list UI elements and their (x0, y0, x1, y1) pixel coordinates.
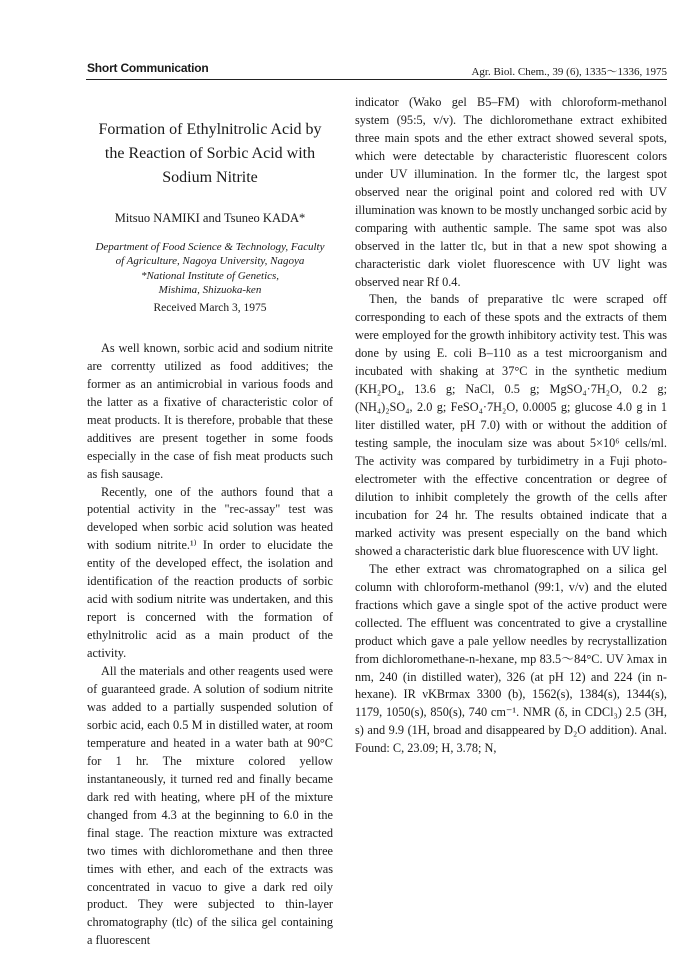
body-paragraph: indicator (Wako gel B5–FM) with chloroform-methanol system (95:5, v/v). The dichloromethane extract exhibited three main spots and the ether extract showed several spots, which were detectable by characteristic fluorescent colors under UV illumination. In the former tlc, the largest spot observed near the original point and colored red with UV illumination was known to be mostly unchanged sorbic acid by comparing with authentic sample. The same spot was also observed in the latter tlc, but in that a new spot showing a characteristic dark violet fluorescence with UV light was observed near Rf 0.4. (355, 95, 667, 289)
journal-citation: Agr. Biol. Chem., 39 (6), 1335～1336, 1975 (471, 66, 667, 78)
section-label: Short Communication (87, 61, 209, 75)
affiliation (87, 240, 333, 298)
article-title: Formation of Ethylnitrolic Acid by the Reaction of Sorbic Acid with Sodium Nitrite (98, 121, 322, 186)
affiliation-line: Mishima, Shizuoka-ken (158, 284, 262, 297)
affiliation-line: of Agriculture, Nagoya University, Nagoya (115, 255, 305, 268)
affiliation-line: *National Institute of Genetics, (140, 269, 280, 282)
affiliation-line: Department of Food Science & Technology, Faculty (95, 240, 325, 253)
left-column (87, 90, 333, 950)
body-paragraph: Recently, one of the authors found that a potential activity in the "rec-assay" test was developed when sorbic acid solution was heated with sodium nitrite.¹⁾ In order to elucidate the entity of the developed effect, the isolation and identification of the reaction products of sorbic acid with sodium nitrite was undertaken, and this report is concerned with the formation of ethylnitrolic acid as a main product of the activity. (87, 484, 333, 661)
header-rule (86, 79, 667, 80)
body-paragraph: All the materials and other reagents used were of guaranteed grade. A solution of sodium nitrite was added to a partially suspended solution of sorbic acid, each 0.5 M in distilled water, at room temperature and heated in a water bath at 90°C for 1 hr. The mixture colored yellow instantaneously, it turned red and finally became dark red with heating, where pH of the mixture changed from 4.3 at the beginning to 6.0 in the final stage. The reaction mixture was extracted two times with dichloromethane and then three times with ether, and each of the extracts was concentrated in vacuo to give a dark red oily product. They were subjected to thin-layer chromatography (tlc) of the silica gel containing a fluorescent (87, 664, 333, 948)
right-column (355, 94, 667, 758)
body-paragraph: As well known, sorbic acid and sodium nitrite are correntty utilized as food additives; the former as an antimicrobial in various foods and the latter as a fixative of characteristic color of meat products. It is therefore, probable that these additives are present together in some foods especially in the case of fish meat products such as fish sausage. (87, 340, 333, 481)
received-date: Received March 3, 1975 (153, 301, 267, 314)
body-paragraph: The ether extract was chromatographed on a silica gel column with chloroform-methanol (99:1, v/v) and the eluted fractions which gave a single spot of the active product were collected. The effluent was concentrated to give a crystalline product which gave a pale yellow needles by recrystallization from dichloromethane-n-hexane, mp 83.5～84°C. UV λmax in nm, 240 (in distilled water), 326 (at pH 12) and 224 (in n-hexane). IR νKBrmax 3300 (b), 1562(s), 1384(s), 1344(s), 1179, 1050(s), 850(s), 740 cm⁻¹. NMR (δ, in CDCl₃) 2.5 (3H, s) and 9.9 (1H, broad and disappeared by D₂O addition). Anal. Found: C, 23.09; H, 3.78; N, (355, 561, 667, 756)
authors: Mitsuo NAMIKI and Tsuneo KADA* (114, 211, 306, 225)
body-paragraph: Then, the bands of preparative tlc were scraped off corresponding to each of these spots and the extracts of them were employed for the growth inhibitory activity test. This was done by using E. coli B–110 as a test microorganism and incubated with shaking at 37°C in the synthetic medium (KH₂PO₄, 13.6 g; NaCl, 0.5 g; MgSO₄·7H₂O, 0.2 g; (NH₄)₂SO₄, 2.0 g; FeSO₄·7H₂O, 0.0005 g; glucose 4.0 g in 1 liter distilled water, pH 7.0) with or without the addition of testing sample, the inoculam size was about 5×10⁶ cells/ml. The activity was compared by turbidimetry in a Fuji photo-electrometer with the effective concentration or degree of dilution to inhibit completely the growth of the cells after incubation for 24 hr. The results obtained indicate that a marked activity was present especially on the band which showed a characteristic dark blue fluorescence with UV light. (355, 292, 667, 558)
